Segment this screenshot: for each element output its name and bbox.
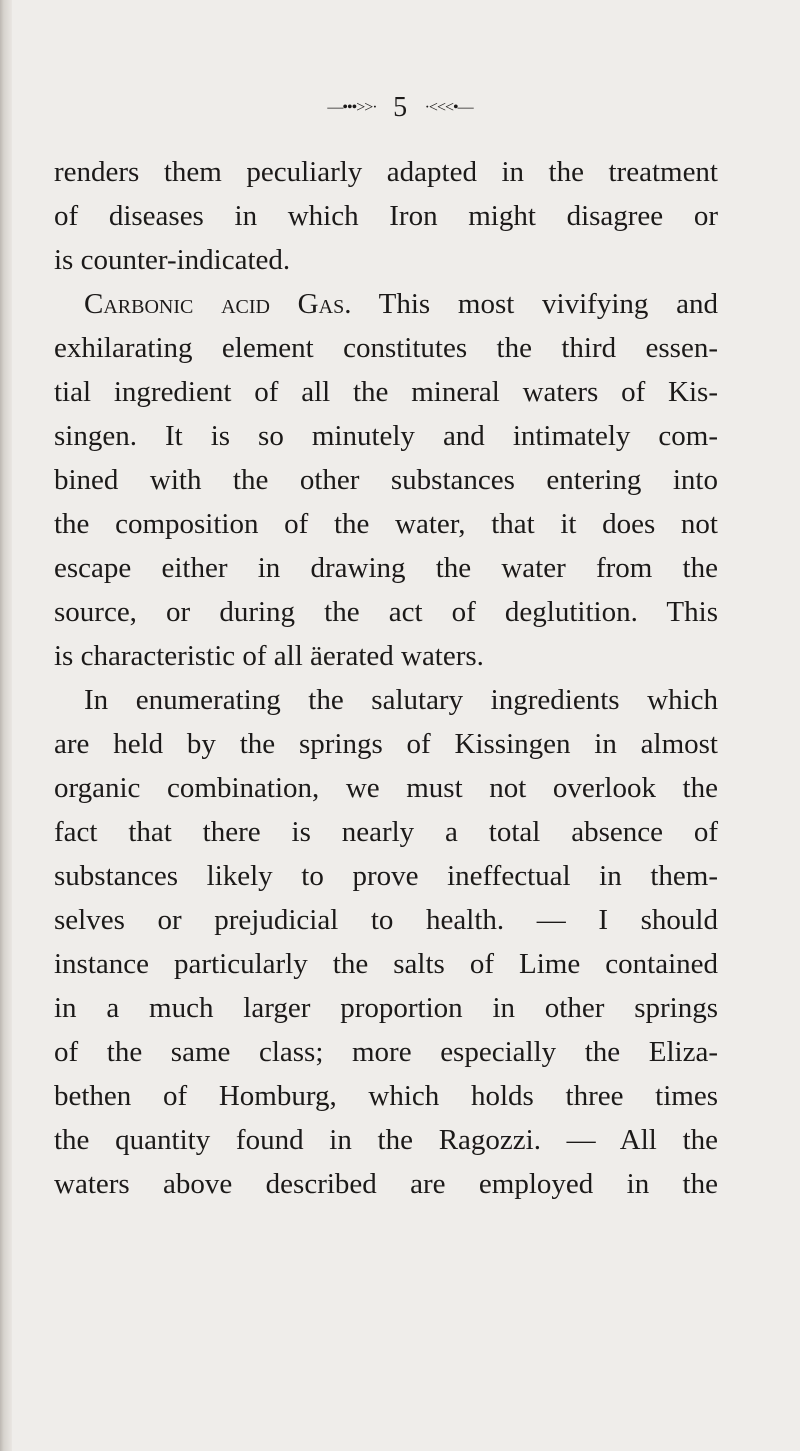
text-line: waters above described are employed in the: [54, 1168, 718, 1200]
header-ornament-right: ·<<<•—: [424, 99, 473, 116]
text-line: [54, 282, 718, 326]
text-line: renders them peculiarly adapted in the treatment: [54, 156, 718, 188]
text-line: escape either in drawing the water from the: [54, 552, 718, 584]
text-line: are held by the springs of Kissingen in almost: [54, 728, 718, 760]
page-number: 5: [393, 92, 409, 123]
body-text: [54, 150, 718, 1206]
text-line: In enumerating the salutary ingredients which: [84, 684, 718, 716]
header-ornament-left: —•••>>·: [327, 99, 377, 116]
text-span: This most vivifying and: [378, 288, 718, 320]
text-line: fact that there is nearly a total absence of: [54, 816, 718, 848]
text-line: of diseases in which Iron might disagree or: [54, 200, 718, 232]
text-line: of the same class; more especially the Eliza-: [54, 1036, 718, 1068]
text-line: selves or prejudicial to health. — I should: [54, 904, 718, 936]
text-line: source, or during the act of deglutition. This: [54, 596, 718, 628]
text-line: in a much larger proportion in other springs: [54, 992, 718, 1024]
paragraph-2: [54, 282, 718, 678]
paragraph-1: [54, 150, 718, 282]
text-line: tial ingredient of all the mineral waters of Kis-: [54, 376, 718, 408]
text-line: is counter-indicated.: [54, 244, 291, 276]
text-line: exhilarating element constitutes the third essen-: [54, 332, 718, 364]
section-heading: Carbonic acid Gas.: [84, 288, 352, 320]
page-header: [0, 92, 800, 124]
text-line: bined with the other substances entering into: [54, 464, 718, 496]
text-line: is characteristic of all äerated waters.: [54, 640, 484, 672]
text-line: the quantity found in the Ragozzi. — All the: [54, 1124, 718, 1156]
text-line: organic combination, we must not overlook the: [54, 772, 718, 804]
paragraph-3: [54, 678, 718, 1206]
text-line: substances likely to prove ineffectual in them-: [54, 860, 718, 892]
text-line: bethen of Homburg, which holds three times: [54, 1080, 718, 1112]
text-line: singen. It is so minutely and intimately com-: [54, 420, 718, 452]
text-line: the composition of the water, that it does not: [54, 508, 718, 540]
text-line: instance particularly the salts of Lime contained: [54, 948, 718, 980]
